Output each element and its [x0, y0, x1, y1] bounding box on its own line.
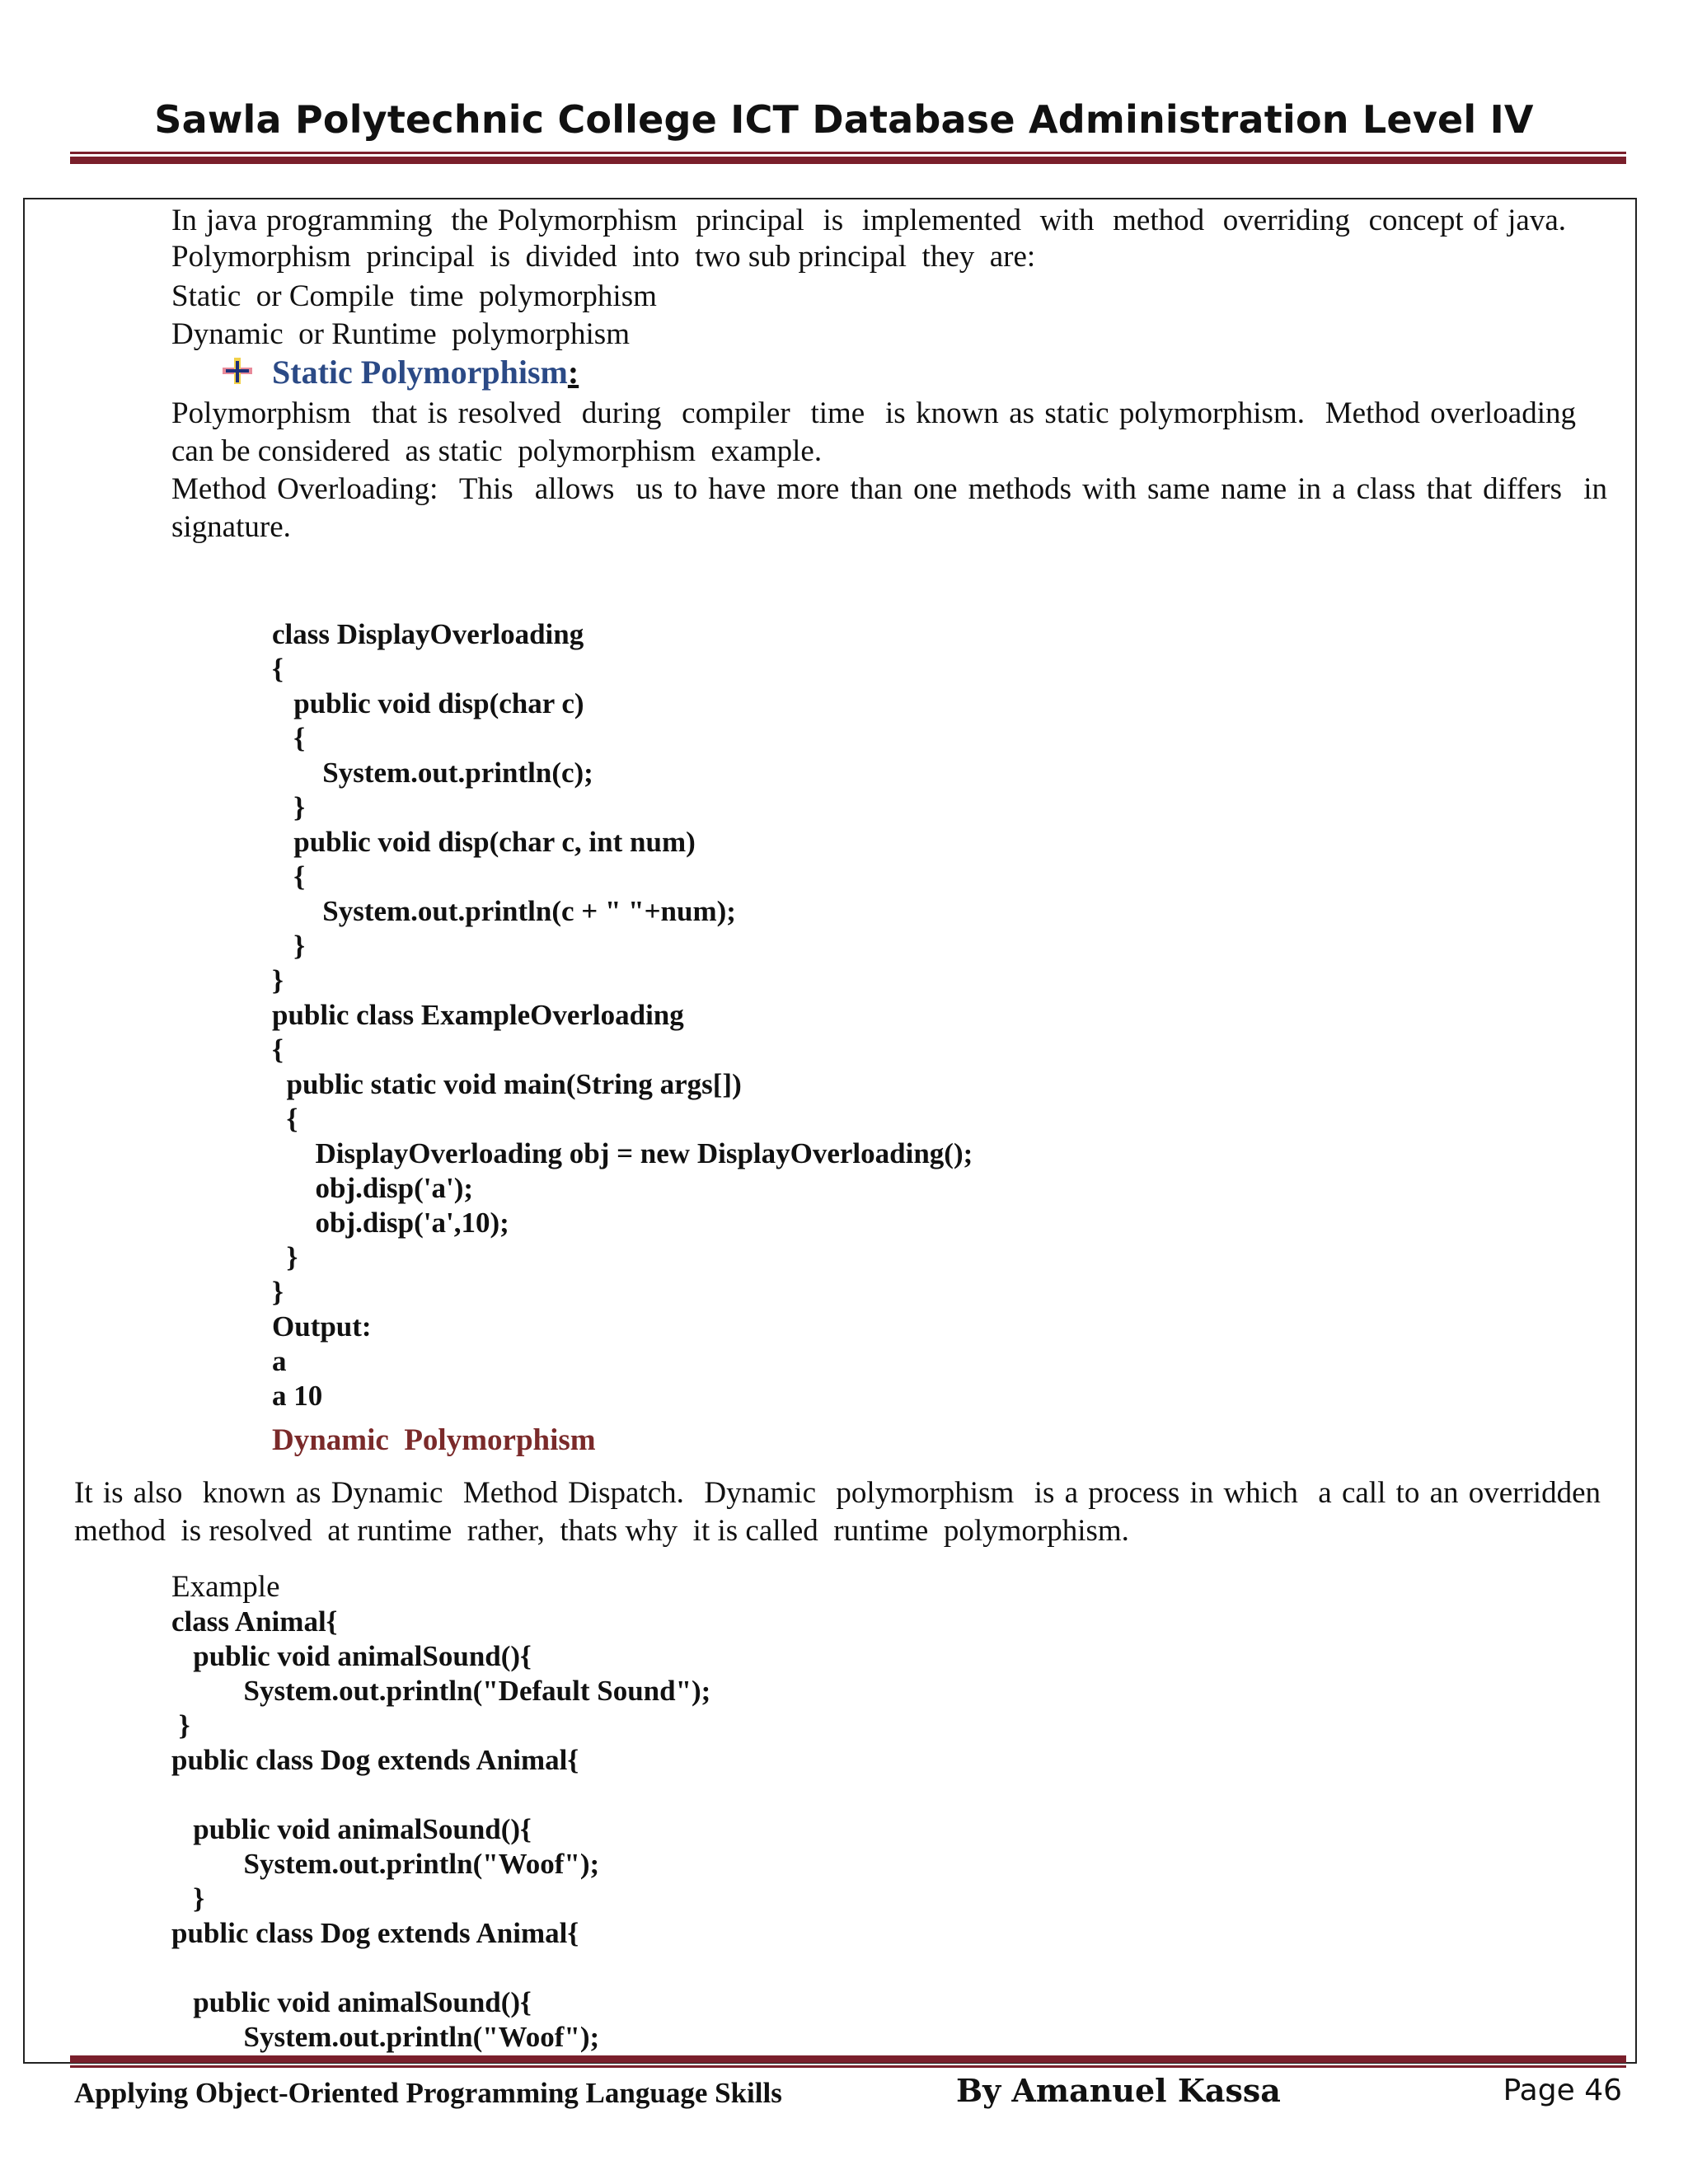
static-polymorphism-heading	[272, 353, 579, 391]
code-line: System.out.println(c);	[272, 757, 593, 789]
dynamic-paragraph-1b: method is resolved at runtime rather, thats why it is called runtime polymorphism.	[74, 1514, 1129, 1548]
code-line: public class Dog extends Animal{	[171, 1744, 579, 1776]
intro-line-4: Dynamic or Runtime polymorphism	[171, 317, 630, 351]
code-line: {	[272, 1033, 284, 1066]
dynamic-polymorphism-heading: Dynamic Polymorphism	[272, 1423, 596, 1457]
footer-author: By Amanuel Kassa	[956, 2072, 1281, 2109]
footer-rule-thick	[70, 2055, 1626, 2063]
code-line: }	[272, 791, 306, 823]
code-line: public class Dog extends Animal{	[171, 1917, 579, 1949]
code-line: a 10	[272, 1380, 323, 1412]
static-paragraph-2a: Method Overloading: This allows us to have more than one methods with same name in a class that differs in	[171, 472, 1607, 506]
example-label: Example	[171, 1570, 280, 1604]
static-heading-colon: :	[567, 354, 579, 391]
code-line: public void disp(char c, int num)	[272, 826, 696, 858]
static-paragraph-2b: signature.	[171, 510, 291, 544]
intro-line-1: In java programming the Polymorphism principal is implemented with method overriding concept of java.	[171, 204, 1566, 237]
code-line: public static void main(String args[])	[272, 1068, 742, 1100]
code-line: }	[272, 1276, 284, 1308]
footer-page-number: Page 46	[1503, 2074, 1622, 2107]
static-paragraph-1a: Polymorphism that is resolved during compiler time is known as static polymorphism. Method overloading	[171, 396, 1576, 430]
code-line: Output:	[272, 1310, 372, 1343]
code-line: System.out.println("Woof");	[171, 2021, 600, 2053]
code-line: obj.disp('a');	[272, 1172, 474, 1204]
code-line: {	[272, 860, 306, 893]
intro-line-3: Static or Compile time polymorphism	[171, 279, 657, 313]
code-line: class DisplayOverloading	[272, 618, 584, 650]
code-line: System.out.println(c + " "+num);	[272, 895, 736, 927]
code-line: class Animal{	[171, 1605, 338, 1638]
intro-line-2: Polymorphism principal is divided into two sub principal they are:	[171, 240, 1036, 274]
code-line: DisplayOverloading obj = new DisplayOverloading();	[272, 1137, 973, 1169]
header-rule-thin	[70, 152, 1626, 154]
code-line: {	[272, 1103, 298, 1135]
code-line: }	[171, 1709, 190, 1741]
code-line: }	[171, 1882, 205, 1915]
code-line: public void disp(char c)	[272, 687, 584, 719]
code-line: public void animalSound(){	[171, 1813, 532, 1845]
code-line: }	[272, 964, 284, 996]
code-line: {	[272, 722, 306, 754]
footer-rule-thin	[70, 2065, 1626, 2068]
code-line: obj.disp('a',10);	[272, 1207, 509, 1239]
header-rule-thick	[70, 157, 1626, 164]
bullet-arrow-icon	[221, 356, 254, 386]
code-line: public void animalSound(){	[171, 1640, 532, 1672]
code-line: }	[272, 1241, 298, 1273]
code-line: }	[272, 930, 306, 962]
code-line: public void animalSound(){	[171, 1986, 532, 2018]
code-line: System.out.println("Woof");	[171, 1848, 600, 1880]
dynamic-paragraph-1a: It is also known as Dynamic Method Dispatch. Dynamic polymorphism is a process in which a call to an overridden	[74, 1476, 1601, 1510]
static-paragraph-1b: can be considered as static polymorphism example.	[171, 434, 823, 468]
static-heading-text: Static Polymorphism	[272, 354, 568, 391]
code-line: System.out.println("Default Sound");	[171, 1675, 711, 1707]
page-header-title: Sawla Polytechnic College ICT Database Administration Level IV	[154, 97, 1534, 142]
code-line: public class ExampleOverloading	[272, 999, 684, 1031]
code-line: {	[272, 653, 284, 685]
footer-course-title: Applying Object-Oriented Programming Language Skills	[74, 2077, 782, 2109]
code-line: a	[272, 1345, 287, 1377]
